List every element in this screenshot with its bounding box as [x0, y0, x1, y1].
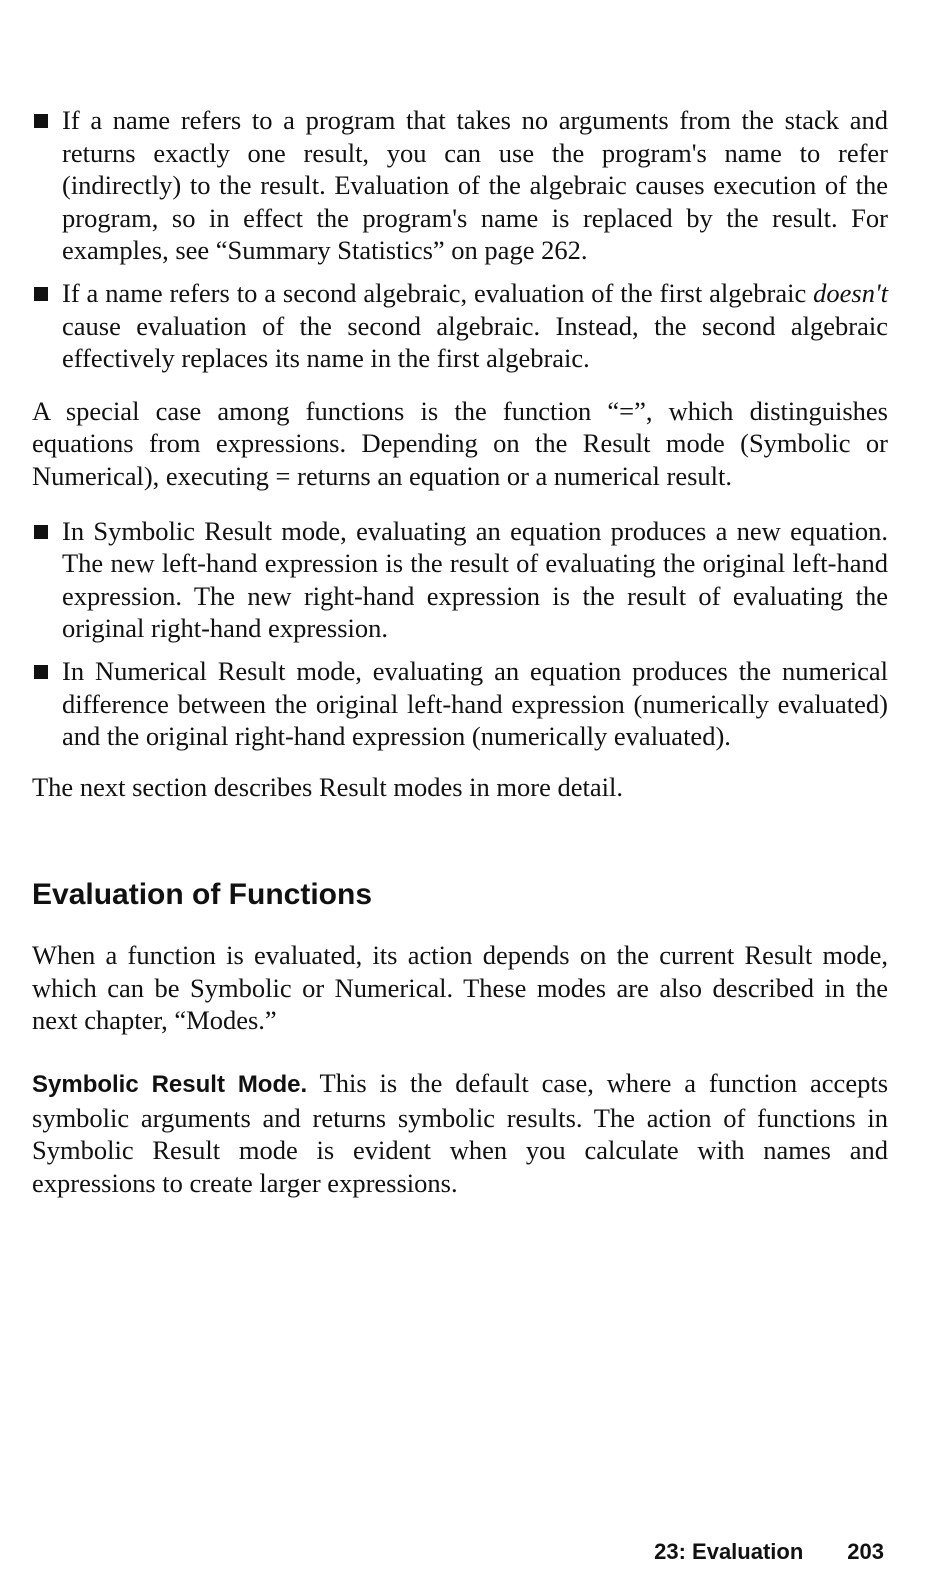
square-bullet-icon [34, 114, 48, 128]
bullet-text-after: cause evaluation of the second algebraic. Instead, the second algebraic effectively replaces its name in the first algebraic. [62, 310, 888, 374]
paragraph-function-evaluation: When a function is evaluated, its action depends on the current Result mode, which can be Symbolic or Numerical. These modes are also described in the next chapter, “Modes.” [32, 940, 888, 1036]
paragraph-next-section: The next section describes Result modes in more detail. [32, 771, 623, 802]
bullet-list-name-references [32, 104, 888, 375]
section-heading: Evaluation of Functions [32, 878, 373, 912]
bullet-text: In Numerical Result mode, evaluating an equation produces the numerical difference between the original left-hand expression (numerically evaluated) and the original right-hand expression (numerically evaluated). [62, 655, 888, 752]
emphasis-text: doesn't [813, 277, 888, 308]
list-item [32, 104, 888, 267]
bullet-list-result-modes [32, 515, 888, 753]
paragraph-special-case: A special case among functions is the function “=”, which distinguishes equations from expressions. Depending on the Result mode (Symbolic or Numerical), executing = returns an equation or a numerical result. [32, 395, 888, 491]
page-number: 203 [847, 1539, 884, 1564]
page-footer [654, 1538, 884, 1566]
list-item [32, 515, 888, 645]
paragraph-symbolic-result-mode [32, 1067, 888, 1199]
run-in-heading: Symbolic Result Mode. [32, 1071, 308, 1099]
square-bullet-icon [34, 665, 48, 679]
square-bullet-icon [34, 287, 48, 301]
bullet-text: If a name refers to a program that takes no arguments from the stack and returns exactly one result, you can use the program's name to refer (indirectly) to the result. Evaluation of the algebraic causes execution of the program, so in effect the program's name is replaced by the result. For examples, see “Summary Statistics” on page 262. [62, 105, 888, 266]
list-item [32, 277, 888, 375]
page-body [32, 104, 888, 1199]
square-bullet-icon [34, 525, 48, 539]
chapter-label: 23: Evaluation [654, 1539, 804, 1564]
paragraph-text: This is the default case, where a function accepts symbolic arguments and returns symbolic results. The action of functions in Symbolic Result mode is evident when you calculate with names and expressions to create larger expressions. [32, 1068, 889, 1198]
bullet-text-before: If a name refers to a second algebraic, evaluation of the first algebraic [62, 277, 814, 308]
list-item [32, 655, 888, 753]
bullet-text: In Symbolic Result mode, evaluating an equation produces a new equation. The new left-hand expression is the result of evaluating the original left-hand expression. The new right-hand expression is the result of evaluating the original right-hand expression. [62, 515, 888, 644]
